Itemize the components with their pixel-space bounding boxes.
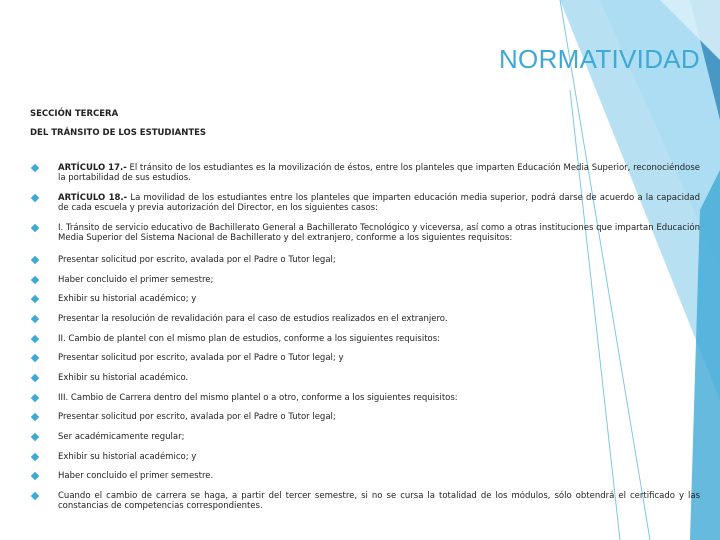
diamond-bullet-icon (31, 433, 39, 441)
list-item (30, 373, 700, 383)
item-text: El tránsito de los estudiantes es la movilización de éstos, entre los planteles que imparten Educación Media Superior, reconociéndose la portabilidad de sus estudios. (58, 163, 700, 183)
diamond-bullet-icon (31, 354, 39, 362)
list-item (30, 294, 700, 304)
item-text: Exhibir su historial académico; y (58, 294, 197, 304)
item-text: Haber concluido el primer semestre; (58, 275, 214, 285)
item-text: III. Cambio de Carrera dentro del mismo plantel o a otro, conforme a los siguientes requisitos: (58, 393, 458, 403)
article-label: ARTÍCULO 17.- (58, 163, 127, 173)
diamond-bullet-icon (31, 453, 39, 461)
slide-title: NORMATIVIDAD (498, 44, 700, 74)
item-text: Exhibir su historial académico; y (58, 452, 197, 462)
item-text: II. Cambio de plantel con el mismo plan de estudios, conforme a los siguientes requisitos: (58, 334, 441, 344)
list-item (30, 452, 700, 462)
list-item (30, 432, 700, 442)
item-text: Presentar solicitud por escrito, avalada por el Padre o Tutor legal; (58, 412, 336, 422)
list-item (30, 163, 700, 183)
diamond-bullet-icon (31, 335, 39, 343)
diamond-bullet-icon (31, 276, 39, 284)
item-text: Haber concluido el primer semestre. (58, 471, 214, 481)
list-item (30, 353, 700, 363)
list-item (30, 491, 700, 511)
item-text: Exhibir su historial académico. (58, 373, 189, 383)
list-item (30, 412, 700, 422)
item-text: Presentar la resolución de revalidación para el caso de estudios realizados en el extranjero. (58, 314, 448, 324)
list-item (30, 334, 700, 344)
item-text: I. Tránsito de servicio educativo de Bachillerato General a Bachillerato Tecnológico y viceversa, así como a otras instituciones que impartan Educación Media Superior del Sistema Nacional de Bachillerato y del extranjero, conforme a los siguientes requisitos: (58, 223, 700, 243)
diamond-bullet-icon (31, 315, 39, 323)
item-text: Cuando el cambio de carrera se haga, a partir del tercer semestre, si no se cursa la totalidad de los módulos, sólo obtendrá el certificado y las constancias de competencias correspondientes. (58, 491, 700, 511)
diamond-bullet-icon (31, 492, 39, 500)
list-item (30, 314, 700, 324)
section-heading: SECCIÓN TERCERA (30, 109, 119, 119)
item-text: Presentar solicitud por escrito, avalada por el Padre o Tutor legal; y (58, 353, 344, 363)
diamond-bullet-icon (31, 164, 39, 172)
item-text: Presentar solicitud por escrito, avalada por el Padre o Tutor legal; (58, 255, 336, 265)
diamond-bullet-icon (31, 374, 39, 382)
list-item (30, 393, 700, 403)
subsection-heading: DEL TRÁNSITO DE LOS ESTUDIANTES (30, 128, 207, 138)
diamond-bullet-icon (31, 394, 39, 402)
item-text: La movilidad de los estudiantes entre los planteles que imparten educación media superior, podrá darse de acuerdo a la capacidad de cada escuela y previa autorización del Director, en los siguientes casos: (58, 193, 700, 213)
diamond-bullet-icon (31, 256, 39, 264)
list-item (30, 193, 700, 213)
article-label: ARTÍCULO 18.- (58, 193, 128, 203)
list-item (30, 471, 700, 481)
diamond-bullet-icon (31, 413, 39, 421)
list-item (30, 223, 700, 243)
diamond-bullet-icon (31, 295, 39, 303)
list-item (30, 255, 700, 265)
list-item (30, 275, 700, 285)
diamond-bullet-icon (31, 224, 39, 232)
diamond-bullet-icon (31, 194, 39, 202)
diamond-bullet-icon (31, 472, 39, 480)
item-text: Ser académicamente regular; (58, 432, 185, 442)
